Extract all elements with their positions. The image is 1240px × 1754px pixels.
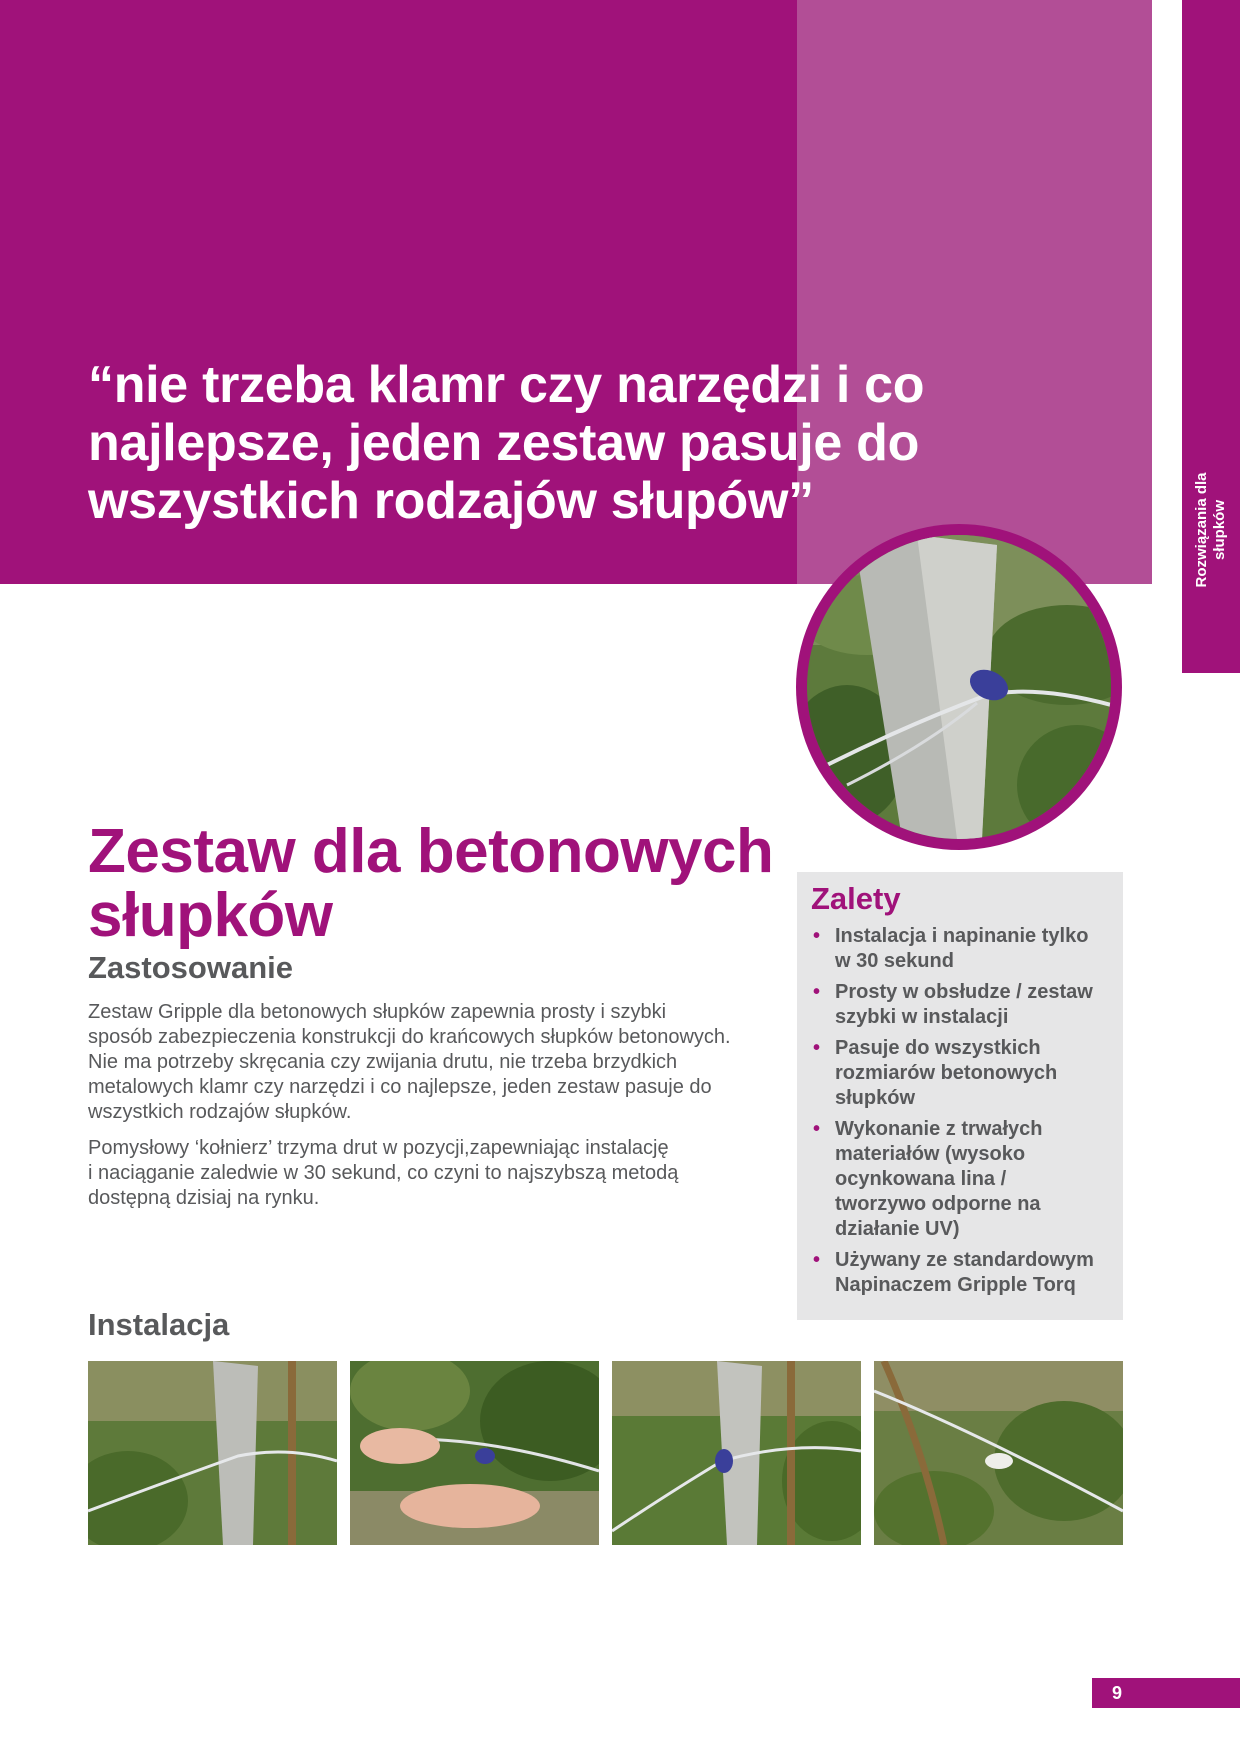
- bullet-icon: •: [813, 1037, 821, 1059]
- text-line: Wykonanie z trwałych: [835, 1118, 1043, 1140]
- installation-photo-3: [612, 1361, 861, 1545]
- text-line: rozmiarów betonowych: [835, 1062, 1058, 1084]
- section-heading-installation: Instalacja: [88, 1307, 230, 1342]
- section-side-label-line: Rozwiązania dla: [1193, 472, 1210, 588]
- text-line: słupków: [835, 1087, 916, 1109]
- installation-photo-4: [874, 1361, 1123, 1545]
- page-title-line: Zestaw dla betonowych: [88, 817, 774, 886]
- text-line: metalowych klamr czy narzędzi i co najlepsze, jeden zestaw pasuje do: [88, 1076, 712, 1098]
- text-line: Napinaczem Gripple Torq: [835, 1274, 1076, 1296]
- bullet-icon: •: [813, 1118, 821, 1140]
- description-paragraph: [88, 1136, 788, 1211]
- post-photo-circle: [796, 524, 1122, 850]
- hero-quote-line: “nie trzeba klamr czy narzędzi i co: [88, 356, 925, 414]
- advantage-item: [811, 980, 1109, 1030]
- text-line: Pomysłowy ‘kołnierz’ trzyma drut w pozycji,zapewniając instalację: [88, 1137, 669, 1159]
- text-line: i naciąganie zaledwie w 30 sekund, co czyni to najszybszą metodą: [88, 1162, 679, 1184]
- section-heading-application: Zastosowanie: [88, 950, 293, 985]
- advantage-item: [811, 1248, 1109, 1298]
- text-line: w 30 sekund: [835, 950, 954, 972]
- text-line: działanie UV): [835, 1218, 960, 1240]
- bullet-icon: •: [813, 981, 821, 1003]
- bullet-icon: •: [813, 1249, 821, 1271]
- advantage-item: [811, 1117, 1109, 1242]
- text-line: Pasuje do wszystkich: [835, 1037, 1041, 1059]
- section-side-label-line: słupków: [1211, 500, 1228, 561]
- text-line: Używany ze standardowym: [835, 1249, 1094, 1271]
- text-line: Prosty w obsłudze / zestaw: [835, 981, 1093, 1003]
- post-photo-image: [807, 535, 1111, 839]
- hero-quote: [88, 356, 1088, 530]
- hero-quote-line: najlepsze, jeden zestaw pasuje do: [88, 414, 920, 472]
- advantages-title: Zalety: [811, 881, 901, 916]
- text-line: Instalacja i napinanie tylko: [835, 925, 1089, 947]
- text-line: materiałów (wysoko: [835, 1143, 1026, 1165]
- page-title-line: słupków: [88, 881, 333, 950]
- description-paragraph: [88, 1000, 788, 1125]
- text-line: sposób zabezpieczenia konstrukcji do krańcowych słupków betonowych.: [88, 1026, 731, 1048]
- installation-photo-1: [88, 1361, 337, 1545]
- text-line: dostępną dzisiaj na rynku.: [88, 1187, 320, 1209]
- text-line: Nie ma potrzeby skręcania czy zwijania drutu, nie trzeba brzydkich: [88, 1051, 678, 1073]
- advantage-item: [811, 924, 1109, 974]
- text-line: szybki w instalacji: [835, 1006, 1009, 1028]
- section-side-label: [1193, 472, 1229, 587]
- installation-photo-2: [350, 1361, 599, 1545]
- page-title: [88, 817, 774, 950]
- advantages-box: [797, 872, 1123, 1320]
- text-line: wszystkich rodzajów słupków.: [88, 1101, 352, 1123]
- page-number: 9: [1111, 1683, 1122, 1703]
- text-line: ocynkowana lina /: [835, 1168, 1007, 1190]
- advantage-item: [811, 1036, 1109, 1111]
- advantages-list: [811, 924, 1109, 1298]
- hero-quote-line: wszystkich rodzajów słupów”: [88, 472, 814, 530]
- text-line: tworzywo odporne na: [835, 1193, 1041, 1215]
- text-line: Zestaw Gripple dla betonowych słupków zapewnia prosty i szybki: [88, 1001, 667, 1023]
- bullet-icon: •: [813, 925, 821, 947]
